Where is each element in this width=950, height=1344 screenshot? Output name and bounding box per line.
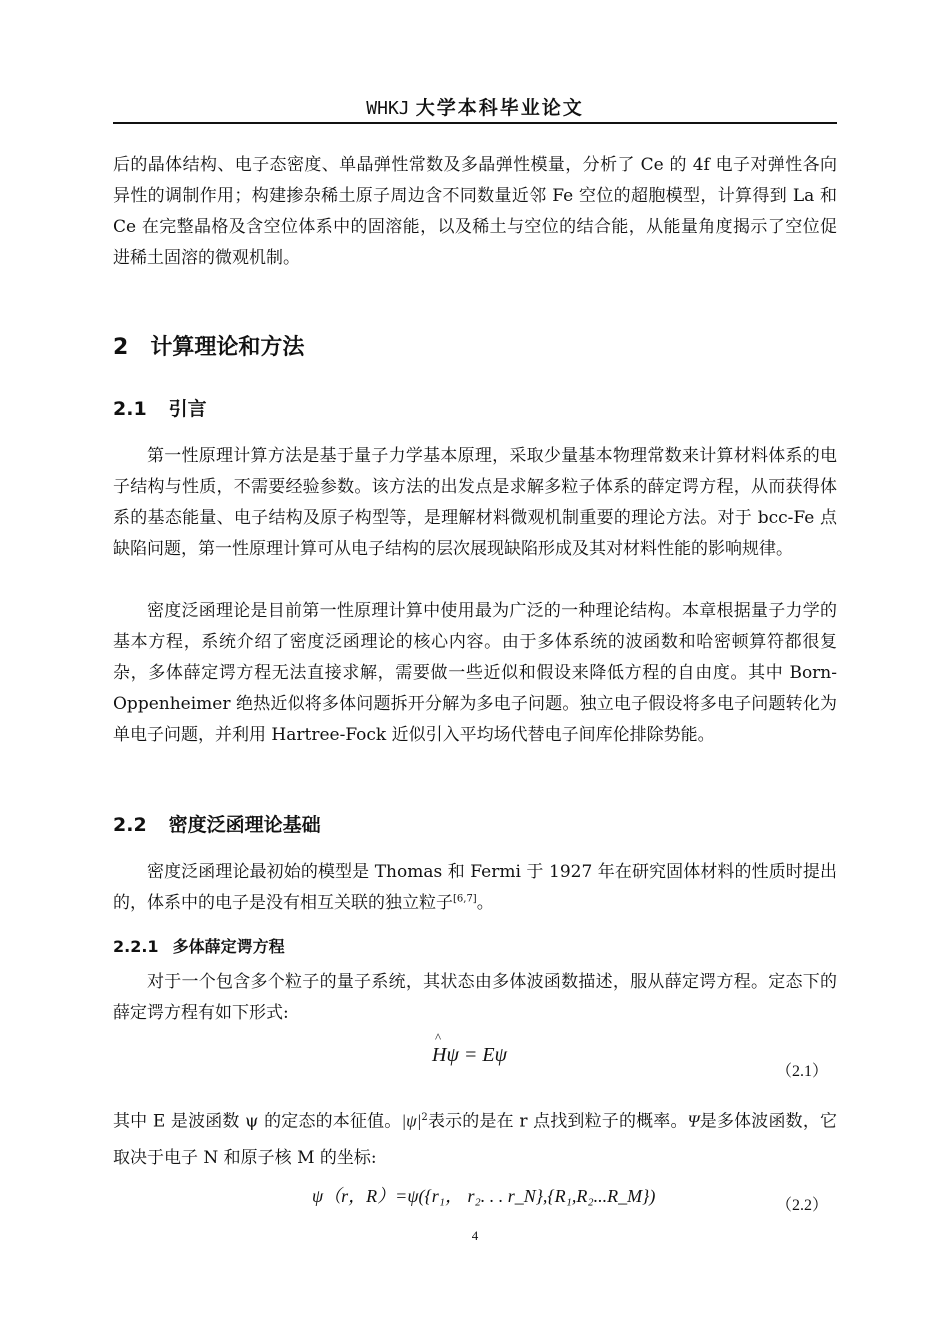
paragraph-2-text-c: 是多体波函数，它取决于电子 N 和原子核 M 的坐标: [113,1111,837,1168]
hamiltonian-symbol: ^ H [432,1044,446,1067]
wavefunction-modulus: |ψ| [401,1111,422,1131]
intro-tail-paragraph: 后的晶体结构、电子态密度、单晶弹性常数及多晶弹性模量，分析了 Ce 的 4f 电子对弹性各向异性的调制作用；构建掺杂稀土原子周边含不同数量近邻 Fe 空位的超胞模型，计算得到 La 和 Ce 在完整晶格及含空位体系中的固溶能，以及稀土与空位的结合能，从能量角度揭示了空位促进稀土固溶的微观机制。 [113,155,837,268]
equation-rhs: = Eψ [458,1044,508,1066]
equation-psi: ψ [446,1044,459,1066]
paragraph-2-text-b: 表示的是在 r 点找到粒子的概率。 [427,1111,688,1132]
chapter-heading [113,330,304,361]
page-number: 4 [471,1228,479,1243]
equation-number-2-2: （2.2） [776,1197,829,1214]
section-2-2-number: 2.2 [113,814,147,836]
equation-2-2: ψ（r，R）=ψ({r₁， r₂. . . r_N},{R₁,R₂...R_M}) [312,1186,656,1206]
section-2-1-number: 2.1 [113,398,147,420]
section-2-2-1-paragraph-2 [113,1100,837,1176]
section-2-2-1-title: 多体薛定谔方程 [172,937,285,956]
many-body-psi: Ψ [687,1111,700,1131]
section-2-2-text-end: 。 [476,893,494,913]
equation-2-1 [432,1044,507,1067]
section-2-1-title: 引言 [168,398,207,420]
section-2-2-title: 密度泛函理论基础 [168,814,321,836]
section-2-1-paragraph-2: 密度泛函理论是目前第一性原理计算中使用最为广泛的一种理论结构。本章根据量子力学的基本方程，系统介绍了密度泛函理论的核心内容。由于多体系统的波函数和哈密顿算符都很复杂，多体薛定谔方程无法直接求解，需要做一些近似和假设来降低方程的自由度。其中 Born-Oppenheimer 绝热近似将多体问题拆开分解为多电子问题。独立电子假设将多电子问题转化为单电子问题，并利用 Hartree-Fock 近似引入平均场代替电子间库伦排除势能。 [113,601,837,745]
section-2-1-paragraph-1: 第一性原理计算方法是基于量子力学基本原理，采取少量基本物理常数来计算材料体系的电子结构与性质，不需要经验参数。该方法的出发点是求解多粒子体系的薛定谔方程，从而获得体系的基态能量、电子结构及原子构型等，是理解材料微观机制重要的理论方法。对于 bcc-Fe 点缺陷问题，第一性原理计算可从电子结构的层次展现缺陷形成及其对材料性能的影响规律。 [113,446,837,559]
paragraph-2-text-a: 其中 E 是波函数 ψ 的定态的本征值。 [113,1111,402,1132]
chapter-title: 计算理论和方法 [150,335,305,360]
header-title-zh: 大学本科毕业论文 [415,97,584,119]
section-2-1-heading [113,394,207,421]
header-rule [113,122,837,124]
chapter-number: 2 [113,335,129,360]
section-2-2-paragraph-1 [113,857,837,919]
header-title-en: WHKJ [366,98,410,119]
section-2-2-heading [113,810,321,837]
section-2-2-1-paragraph-1: 对于一个包含多个粒子的量子系统，其状态由多体波函数描述，服从薛定谔方程。定态下的薛定谔方程有如下形式: [113,972,837,1023]
section-2-2-1-number: 2.2.1 [113,937,159,956]
modulus-exponent: 2 [421,1112,428,1123]
section-2-2-text: 密度泛函理论最初始的模型是 Thomas 和 Fermi 于 1927 年在研究固体材料的性质时提出的，体系中的电子是没有相互关联的独立粒子 [113,862,837,913]
running-header [113,96,837,124]
citation: [6,7] [453,893,477,905]
equation-number-2-1: （2.1） [776,1063,829,1080]
section-2-2-1-heading [113,934,285,957]
